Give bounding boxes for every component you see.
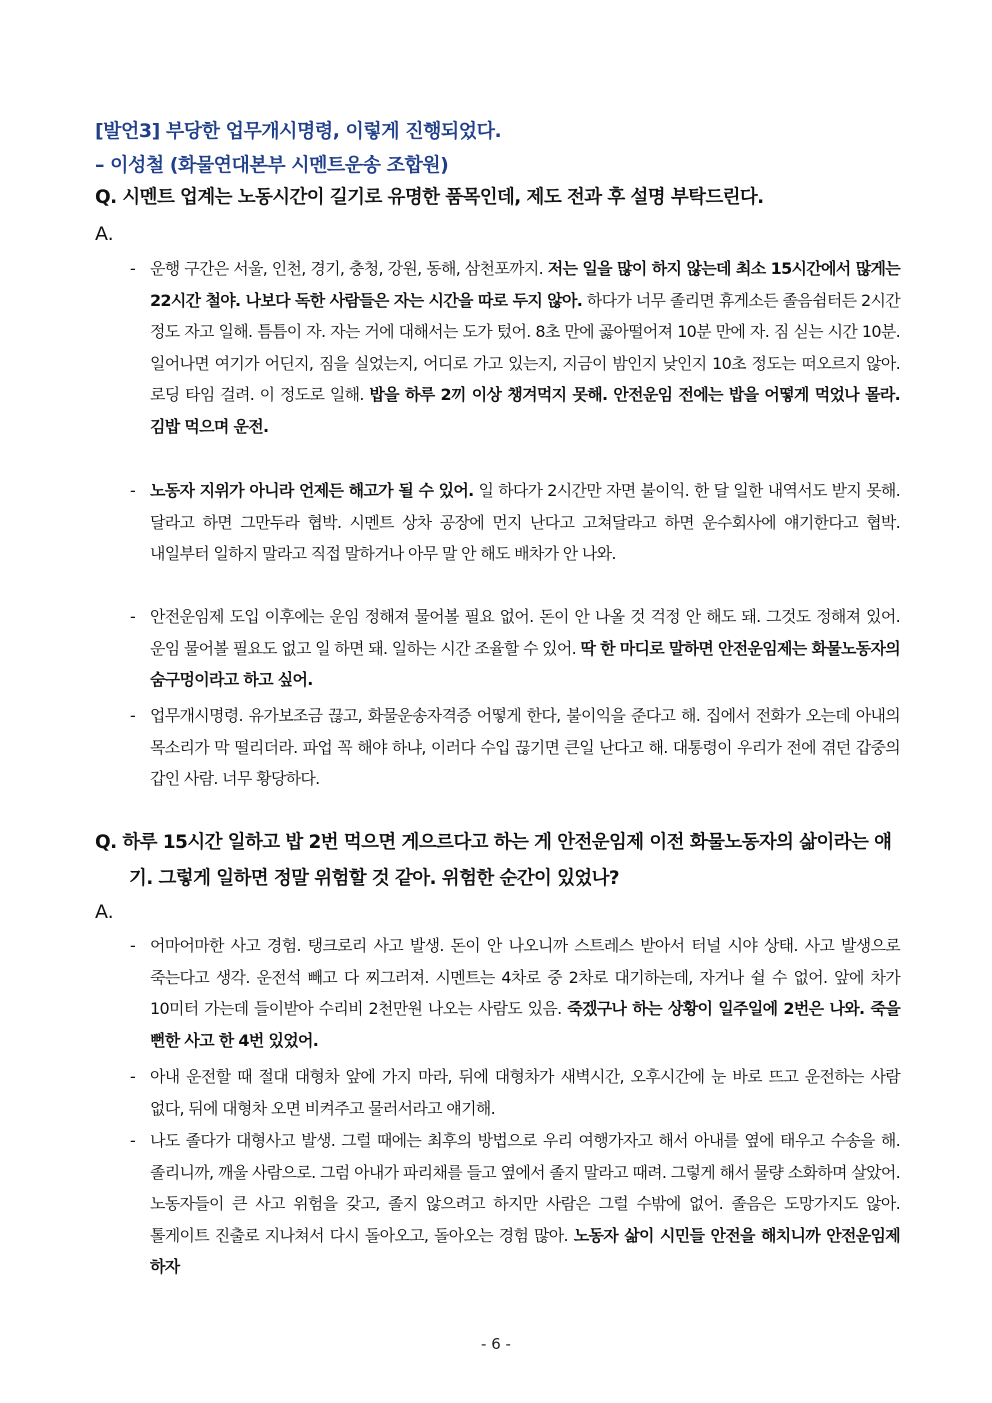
answer-2-label: A. bbox=[95, 901, 114, 923]
bullet-text: 안전운임제 도입 이후에는 운임 정해져 물어볼 필요 없어. 돈이 안 나올 것 걱정 안 해도 돼. 그것도 정해져 있어. 운임 물어볼 필요도 없고 일 하면 돼. 일하는 시간 조율할 수 있어. 딱 한 마디로 말하면 안전운임제는 화물노동자의 숨구멍이라고 하고 싶어. bbox=[150, 607, 900, 690]
bullet-text: 업무개시명령. 유가보조금 끊고, 화물운송자격증 어떻게 한다, 불이익을 준다고 해. 집에서 전화가 오는데 아내의 목소리가 막 떨리더라. 파업 꼭 해야 하냐, 이러다 수입 끊기면 큰일 난다고 해. 대통령이 우리가 전에 겪던 갑중의 갑인 사람. 너무 황당하다. bbox=[150, 706, 900, 789]
bullet-dash: - bbox=[130, 936, 136, 955]
bullet-text: 아내 운전할 때 절대 대형차 앞에 가지 마라, 뒤에 대형차가 새벽시간, 오후시간에 눈 바로 뜨고 운전하는 사람 없다, 뒤에 대형차 오면 비켜주고 물러서라고 얘기해. bbox=[150, 1067, 900, 1118]
page-number: - 6 - bbox=[481, 1335, 511, 1353]
question-2 bbox=[95, 825, 900, 897]
bullet-dash: - bbox=[130, 259, 136, 278]
bullet-dash: - bbox=[130, 607, 136, 626]
answer-1-bullet-1 bbox=[130, 253, 900, 443]
question-2-text: Q. 하루 15시간 일하고 밥 2번 먹으면 게으르다고 하는 게 안전운임제 이전 화물노동자의 삶이라는 얘기. 그렇게 일하면 정말 위험할 것 같아. 위험한 순간이 있었나? bbox=[95, 832, 892, 889]
bullet-text: 어마어마한 사고 경험. 탱크로리 사고 발생. 돈이 안 나오니까 스트레스 받아서 터널 시야 상태. 사고 발생으로 죽는다고 생각. 운전석 빼고 다 찌그러져. 시멘트는 4차로 중 2차로 대기하는데, 자거나 쉴 수 없어. 앞에 차가 10미터 가는데 들이받아 수리비 2천만원 나오는 사람도 있음. 죽겠구나 하는 상황이 일주일에 2번은 나와. 죽을 뻔한 사고 한 4번 있었어. bbox=[150, 936, 900, 1050]
bullet-text: 운행 구간은 서울, 인천, 경기, 충청, 강원, 동해, 삼천포까지. 저는 일을 많이 하지 않는데 최소 15시간에서 많게는 22시간 철야. 나보다 독한 사람들은 자는 시간을 따로 두지 않아. 하다가 너무 졸리면 휴게소든 졸음쉼터든 2시간 정도 자고 일해. 틈틈이 자. 자는 거에 대해서는 도가 텄어. 8초 만에 곯아떨어져 10분 만에 자. 짐 싣는 시간 10분. 일어나면 여기가 어딘지, 짐을 실었는지, 어디로 가고 있는지, 지금이 밤인지 낮인지 10초 정도는 떠오르지 않아. 로딩 타임 걸려. 이 정도로 일해. 밥을 하루 2끼 이상 챙겨먹지 못해. 안전운임 전에는 밥을 어떻게 먹었나 몰라. 김밥 먹으며 운전. bbox=[150, 259, 900, 436]
question-1 bbox=[95, 180, 900, 216]
bullet-dash: - bbox=[130, 481, 136, 500]
answer-1-label: A. bbox=[95, 223, 114, 245]
answer-2-bullet-3 bbox=[130, 1125, 900, 1283]
section-title: [발언3] 부당한 업무개시명령, 이렇게 진행되었다. bbox=[95, 120, 502, 142]
bullet-dash: - bbox=[130, 1067, 136, 1086]
bullet-dash: - bbox=[130, 706, 136, 725]
answer-2-bullet-2 bbox=[130, 1061, 900, 1124]
bullet-text: 나도 졸다가 대형사고 발생. 그럴 때에는 최후의 방법으로 우리 여행가자고 해서 아내를 옆에 태우고 수송을 해. 졸리니까, 깨울 사람으로. 그럼 아내가 파리채를 들고 옆에서 졸지 말라고 때려. 그렇게 해서 물량 소화하며 살았어. 노동자들이 큰 사고 위험을 갖고, 졸지 않으려고 하지만 사람은 그럴 수밖에 없어. 졸음은 도망가지도 않아. 톨게이트 진출로 지나쳐서 다시 돌아오고, 돌아오는 경험 많아. 노동자 삶이 시민들 안전을 해치니까 안전운임제 하자 bbox=[150, 1131, 900, 1277]
answer-1-bullet-2 bbox=[130, 475, 900, 570]
answer-2-bullet-1 bbox=[130, 930, 900, 1056]
answer-1-bullet-3 bbox=[130, 601, 900, 696]
question-1-text: Q. 시멘트 업계는 노동시간이 길기로 유명한 품목인데, 제도 전과 후 설명 부탁드린다. bbox=[95, 187, 764, 208]
bullet-dash: - bbox=[130, 1131, 136, 1150]
answer-1-bullet-4 bbox=[130, 700, 900, 795]
bullet-text: 노동자 지위가 아니라 언제든 해고가 될 수 있어. 일 하다가 2시간만 자면 불이익. 한 달 일한 내역서도 받지 못해. 달라고 하면 그만두라 협박. 시멘트 상차 공장에 먼지 난다고 고쳐달라고 하면 운수회사에 얘기한다고 협박. 내일부터 일하지 말라고 직접 말하거나 아무 말 안 해도 배차가 안 나와. bbox=[150, 481, 900, 564]
speaker-line: – 이성철 (화물연대본부 시멘트운송 조합원) bbox=[95, 154, 449, 176]
